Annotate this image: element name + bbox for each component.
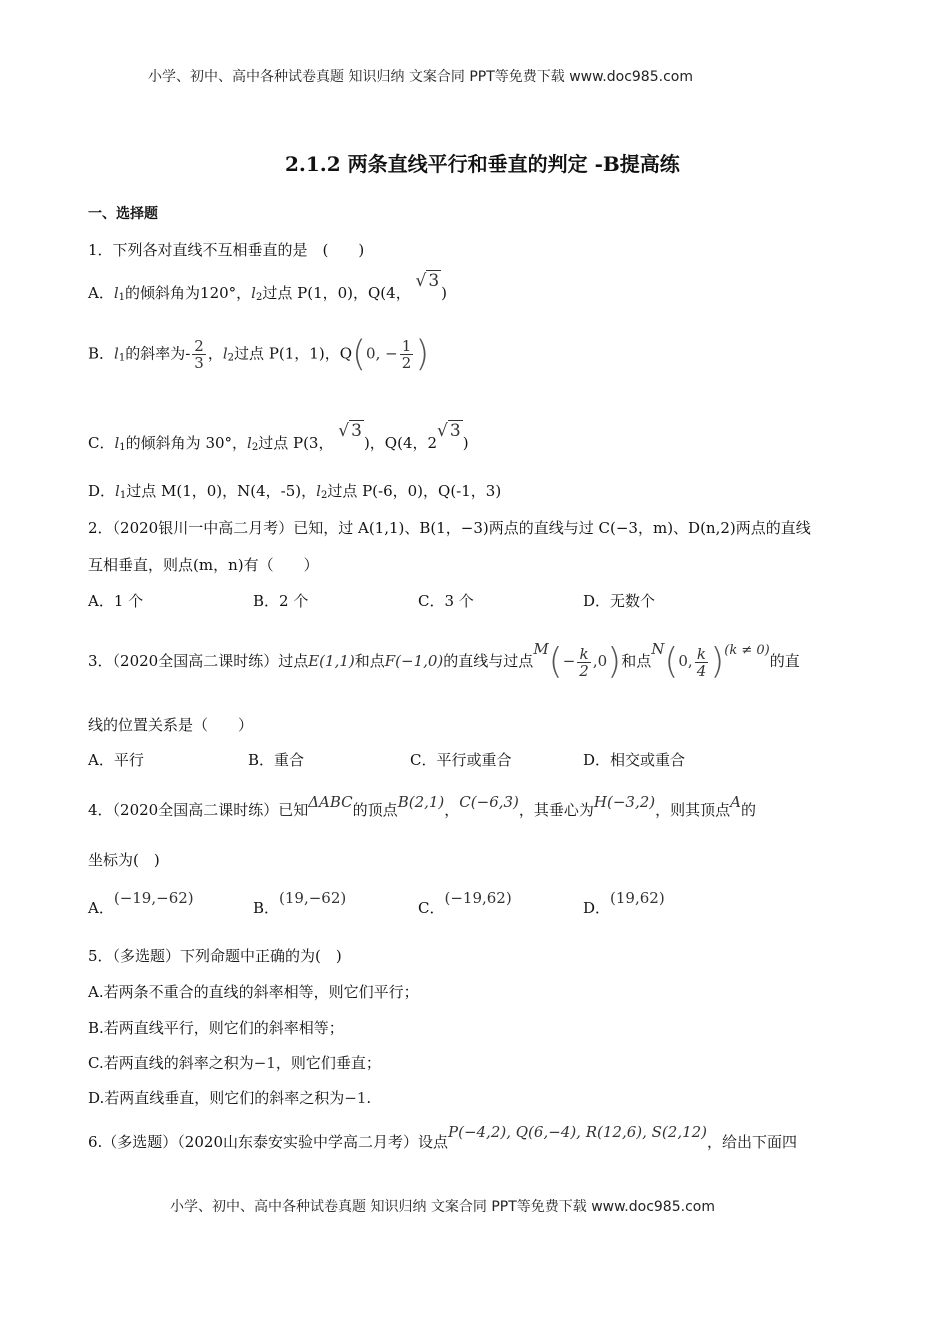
page-header: 小学、初中、高中各种试卷真题 知识归纳 文案合同 PPT等免费下载 www.doc985.com xyxy=(148,69,693,85)
question-5-option-c: C.若两直线的斜率之积为−1，则它们垂直； xyxy=(88,1054,381,1072)
question-4-option-c: C．(−19,62) xyxy=(418,889,512,917)
question-2-option-d: D．无数个 xyxy=(583,592,656,610)
question-5-option-b: B.若两直线平行，则它们的斜率相等； xyxy=(88,1019,344,1037)
question-2-option-a: A．1 个 xyxy=(88,592,144,610)
question-4-option-d: D．(19,62) xyxy=(583,889,665,917)
point-e: E(1,1) xyxy=(308,652,355,670)
fraction: $\frac{k}{4}$ xyxy=(696,644,707,680)
question-4-line-2: 坐标为( ) xyxy=(88,851,160,869)
question-2-option-b: B．2 个 xyxy=(253,592,309,610)
question-2-option-c: C．3 个 xyxy=(418,592,474,610)
question-1-option-b: B．$l_1$的斜率为- $\frac{2}{3}$ ，$l_2$过点 P(1，1)，Q(0, − $\frac{1}{2}$ ) xyxy=(88,333,430,375)
page-title: 2.1.2 两条直线平行和垂直的判定 -B提高练 xyxy=(285,152,680,176)
question-3-option-d: D．相交或重合 xyxy=(583,751,686,769)
question-4-option-a: A．(−19,−62) xyxy=(88,889,194,917)
question-3-option-b: B．重合 xyxy=(248,751,305,769)
question-3-line-1: 3．（2020全国高二课时练）过点E(1,1)和点F(−1,0)的直线与过点M(− $\frac{k}{2}$ ,0)和点N(0, $\frac{k}{4}$ )(k ≠ 0)的直 xyxy=(88,640,800,682)
section-heading: 一、选择题 xyxy=(88,206,158,222)
sqrt-expression: √ 3 xyxy=(338,421,362,441)
question-5-stem: 5．（多选题）下列命题中正确的为( ) xyxy=(88,947,342,965)
vertex-c: C(−6,3) xyxy=(459,793,519,811)
triangle-abc: ΔABC xyxy=(308,793,353,811)
point-f: F(−1,0) xyxy=(384,652,444,670)
question-6-line-1: 6.（多选题）（2020山东泰安实验中学高二月考）设点P(−4,2), Q(6,−4), R(12,6), S(2,12)，给出下面四 xyxy=(88,1123,798,1151)
question-3-option-c: C．平行或重合 xyxy=(410,751,512,769)
sqrt-expression: √ 3 xyxy=(437,421,461,441)
question-2-line-1: 2．（2020银川一中高二月考）已知，过 A(1,1)、B(1，−3)两点的直线与过 C(−3，m)、D(n,2)两点的直线 xyxy=(88,519,811,537)
question-1-stem: 1．下列各对直线不互相垂直的是 ( ) xyxy=(88,241,365,259)
page-footer: 小学、初中、高中各种试卷真题 知识归纳 文案合同 PPT等免费下载 www.doc985.com xyxy=(170,1199,715,1215)
fraction: $\frac{k}{2}$ xyxy=(579,644,589,680)
question-5-option-a: A.若两条不重合的直线的斜率相等，则它们平行； xyxy=(88,983,419,1001)
question-4-option-b: B．(19,−62) xyxy=(253,889,347,917)
question-3-line-2: 线的位置关系是（ ） xyxy=(88,716,254,734)
question-2-line-2: 互相垂直，则点(m，n)有（ ） xyxy=(88,556,319,574)
question-1-option-c: C．$l_1$的倾斜角为 30°，$l_2$过点 P(3， √ 3)，Q(4，2√ 3) xyxy=(88,421,469,453)
question-1-option-a: A．$l_1$的倾斜角为120°，$l_2$过点 P(1，0)，Q(4， √ 3) xyxy=(88,271,448,303)
orthocenter-h: H(−3,2) xyxy=(593,793,656,811)
vertex-b: B(2,1) xyxy=(397,793,445,811)
sqrt-expression: √ 3 xyxy=(415,271,440,291)
points-pqrs: P(−4,2), Q(6,−4), R(12,6), S(2,12) xyxy=(448,1123,708,1141)
question-5-option-d: D.若两直线垂直，则它们的斜率之积为−1. xyxy=(88,1089,372,1107)
fraction: $\frac{1}{2}$ xyxy=(401,337,412,372)
question-4-line-1: 4．（2020全国高二课时练）已知ΔABC的顶点B(2,1)，C(−6,3)，其垂心为H(−3,2)，则其顶点A的 xyxy=(88,793,757,819)
question-3-option-a: A．平行 xyxy=(88,751,144,769)
fraction: $\frac{2}{3}$ xyxy=(194,337,204,372)
question-1-option-d: D．$l_1$过点 M(1，0)，N(4，-5)，$l_2$过点 P(-6，0)，Q(-1，3) xyxy=(88,482,502,501)
